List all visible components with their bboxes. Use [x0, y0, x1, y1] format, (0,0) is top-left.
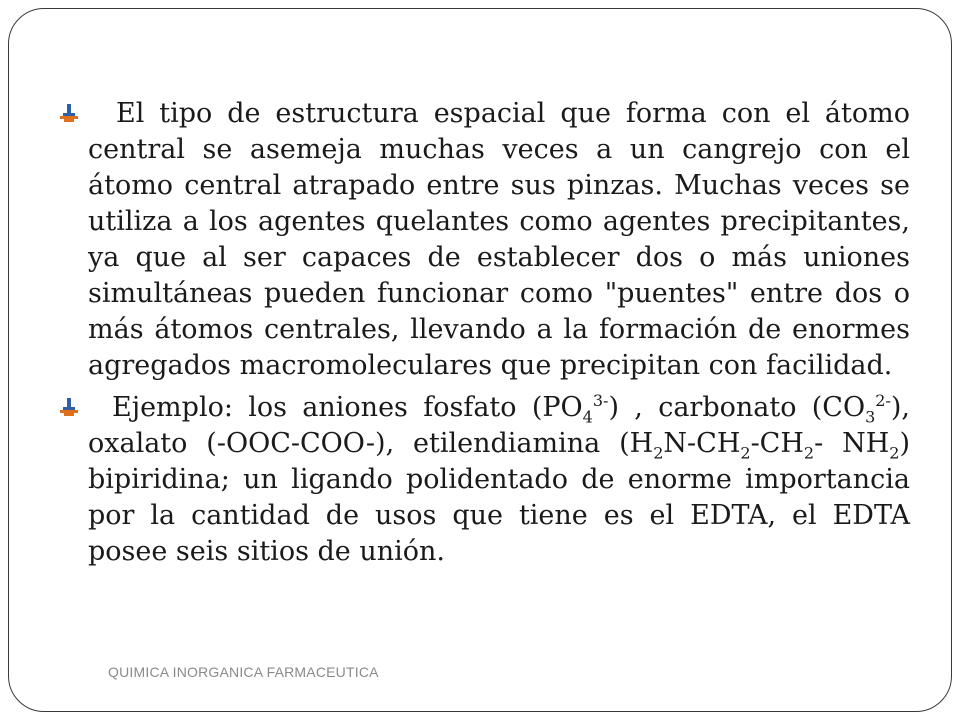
superscript: 2-	[875, 391, 891, 410]
arrow-bullet-icon	[60, 104, 78, 122]
text-segment: ) , carbonato (CO	[608, 392, 866, 423]
text-segment: ), oxalato (-OOC-COO-), etilendiamina (H	[88, 392, 910, 459]
footer-text: QUIMICA INORGANICA FARMACEUTICA	[108, 664, 379, 680]
text-segment: - NH	[814, 428, 890, 459]
arrow-bullet-icon	[60, 398, 78, 416]
slide-content	[88, 96, 910, 576]
text-segment: N-CH	[663, 428, 741, 459]
subscript: 2	[889, 443, 900, 463]
superscript: 3-	[592, 391, 609, 410]
subscript: 4	[582, 407, 593, 427]
subscript: 2	[740, 443, 751, 463]
text-segment: ) bipiridina; un ligando polidentado de enorme importancia por la cantidad de usos que tiene es el EDTA, el EDTA posee seis sitios de unión.	[88, 428, 910, 567]
text-segment: Ejemplo: los aniones fosfato (PO	[112, 392, 583, 423]
subscript: 2	[803, 443, 815, 463]
bullet-paragraph-1	[88, 96, 910, 384]
paragraph-1-text: El tipo de estructura espacial que forma con el átomo central se asemeja muchas veces a un cangrejo con el átomo central atrapado entre sus pinzas. Muchas veces se utiliza a los agentes quelantes como agentes precipitantes, ya que al ser capaces de establecer dos o más uniones simultáneas pueden funcionar como "puentes" entre dos o más átomos centrales, llevando a la formación de enormes agregados macromoleculares que precipitan con facilidad.	[88, 98, 910, 381]
subscript: 3	[865, 407, 876, 427]
text-segment: -CH	[750, 428, 804, 459]
paragraph-2-text	[88, 392, 910, 567]
bullet-paragraph-2	[88, 390, 910, 570]
subscript: 2	[653, 443, 664, 463]
